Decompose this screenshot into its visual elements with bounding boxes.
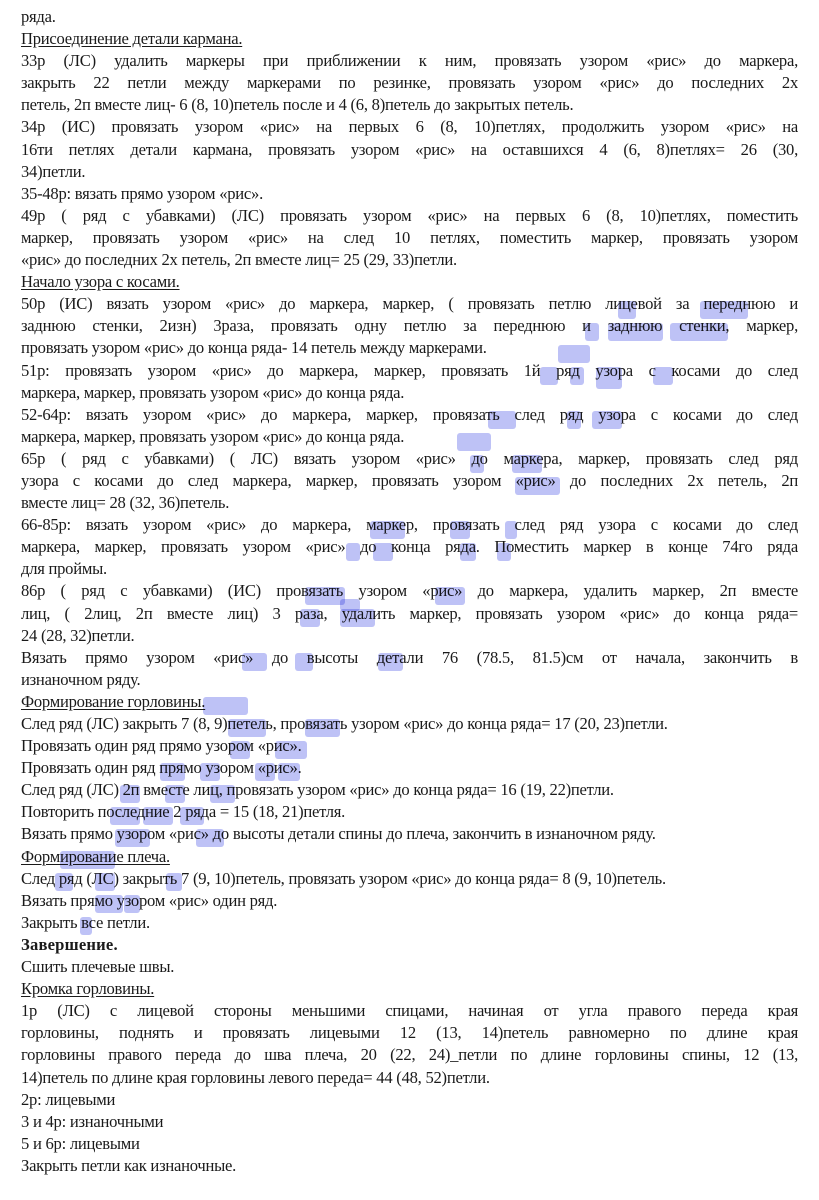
- paragraph-line: маркер, провязать узором «рис» на след 10 петлях, поместить маркер, провязать узором: [21, 227, 798, 247]
- text-line: маркера, маркер, провязать узором «рис» до конца ряда.: [21, 382, 405, 402]
- text-line: изнаночном ряду.: [21, 669, 141, 689]
- text-line: Вязать прямо узором «рис» один ряд.: [21, 890, 278, 910]
- paragraph-line: 16ти петлях детали кармана, провязать узором «рис» на оставшихся 4 (6, 8)петлях= 26 (30,: [21, 139, 798, 159]
- paragraph-line: заднюю стенки, 2изн) 3раза, провязать одну петлю за переднюю и заднюю стенки, маркер,: [21, 316, 798, 336]
- paragraph-line: 65р ( ряд с убавками) ( ЛС) вязать узором «рис» до маркера, маркер, провязать след ряд: [21, 448, 798, 468]
- paragraph-line: горловины, поднять и провязать лицевыми 12 (13, 14)петель равномерно по длине края: [21, 1023, 798, 1043]
- text-line: 2р: лицевыми: [21, 1089, 116, 1109]
- section-heading: Кромка горловины.: [21, 979, 155, 999]
- paragraph-line: 34р (ИС) провязать узором «рис» на первых 6 (8, 10)петлях, продолжить узором «рис» на: [21, 117, 798, 137]
- text-line: маркера, маркер, провязать узором «рис» до конца ряда.: [21, 426, 405, 446]
- text-line: След ряд (ЛС) закрыть 7 (8, 9)петель, провязать узором «рис» до конца ряда= 17 (20, 23)петли.: [21, 714, 668, 733]
- section-heading: Начало узора с косами.: [21, 272, 180, 292]
- text-line: ряда.: [21, 7, 56, 26]
- paragraph-line: 33р (ЛС) удалить маркеры при приближении к ним, провязать узором «рис» до маркера,: [21, 51, 798, 71]
- text-line: 34)петли.: [21, 161, 86, 181]
- paragraph-line: узора с косами до след маркера, маркер, провязать узором «рис» до последних 2х петель, 2п: [21, 470, 798, 490]
- text-line: Закрыть все петли.: [21, 912, 150, 932]
- text-line: 5 и 6р: лицевыми: [21, 1133, 140, 1153]
- paragraph-line: 51р: провязать узором «рис» до маркера, маркер, провязать 1й ряд узора с косами до след: [21, 360, 798, 380]
- paragraph-line: 86р ( ряд с убавками) (ИС) провязать узором «рис» до маркера, удалить маркер, 2п вместе: [21, 581, 798, 601]
- text-line: След ряд (ЛС) закрыть 7 (9, 10)петель, провязать узором «рис» до конца ряда= 8 (9, 10)петель.: [21, 868, 666, 888]
- bold-heading: Завершение.: [21, 934, 118, 954]
- text-line: Провязать один ряд прямо узором «рис».: [21, 758, 302, 778]
- text-line: для проймы.: [21, 559, 107, 579]
- text-line: Закрыть петли как изнаночные.: [21, 1155, 236, 1175]
- paragraph-line: 1р (ЛС) с лицевой стороны меньшими спицами, начиная от угла правого переда края: [21, 1001, 798, 1021]
- paragraph-line: 50р (ИС) вязать узором «рис» до маркера, маркер, ( провязать петлю лицевой за переднюю и: [21, 294, 798, 314]
- paragraph-line: закрыть 22 петли между маркерами по резинке, провязать узором «рис» до последних 2х: [21, 73, 798, 93]
- text-line: Повторить последние 2 ряда = 15 (18, 21)петля.: [21, 802, 346, 822]
- section-heading: Формирование плеча.: [21, 846, 170, 866]
- paragraph-line: горловины правого переда до шва плеча, 20 (22, 24)_петли по длине горловины спины, 12 (13,: [21, 1045, 798, 1065]
- paragraph-line: маркера, маркер, провязать узором «рис» до конца ряда. Поместить маркер в конце 74го ряда: [21, 537, 798, 557]
- text-line: 14)петель по длине края горловины левого переда= 44 (48, 52)петли.: [21, 1067, 490, 1087]
- paragraph-line: 49р ( ряд с убавками) (ЛС) провязать узором «рис» на первых 6 (8, 10)петлях, поместить: [21, 205, 798, 225]
- text-line: провязать узором «рис» до конца ряда- 14 петель между маркерами.: [21, 338, 487, 358]
- text-line: «рис» до последних 2х петель, 2п вместе лиц= 25 (29, 33)петли.: [21, 250, 457, 270]
- text-line: Вязать прямо узором «рис» до высоты детали спины до плеча, закончить в изнаночном ряду.: [21, 824, 656, 844]
- text-line: Провязать один ряд прямо узором «рис».: [21, 736, 302, 756]
- paragraph-line: лиц, ( 2лиц, 2п вместе лиц) 3 раза, удалить маркер, провязать узором «рис» до конца ряда=: [21, 603, 798, 623]
- paragraph-line: 66-85р: вязать узором «рис» до маркера, маркер, провязать след ряд узора с косами до след: [21, 515, 798, 535]
- text-line: 3 и 4р: изнаночными: [21, 1111, 164, 1131]
- section-heading: Формирование горловины.: [21, 691, 206, 711]
- paragraph-line: Вязать прямо узором «рис» до высоты детали 76 (78.5, 81.5)см от начала, закончить в: [21, 647, 798, 667]
- section-heading: Присоединение детали кармана.: [21, 29, 243, 49]
- text-line: 35-48р: вязать прямо узором «рис».: [21, 183, 263, 203]
- text-line: След ряд (ЛС) 2п вместе лиц, провязать узором «рис» до конца ряда= 16 (19, 22)петли.: [21, 780, 614, 800]
- text-line: Сшить плечевые швы.: [21, 957, 175, 977]
- paragraph-line: 52-64р: вязать узором «рис» до маркера, маркер, провязать след ряд узора с косами до след: [21, 404, 798, 424]
- text-line: петель, 2п вместе лиц- 6 (8, 10)петель после и 4 (6, 8)петель до закрытых петель.: [21, 95, 574, 115]
- text-line: 24 (28, 32)петли.: [21, 625, 135, 645]
- text-line: вместе лиц= 28 (32, 36)петель.: [21, 493, 230, 513]
